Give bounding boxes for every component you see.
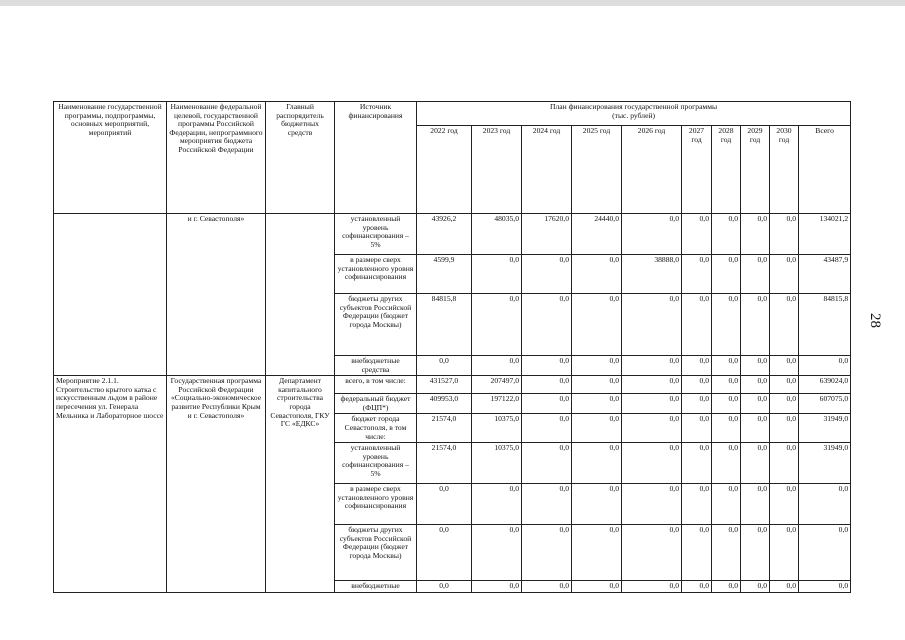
amount-cell: 0,0 <box>682 484 712 525</box>
amount-cell: 10375,0 <box>472 443 522 484</box>
amount-cell: 0,0 <box>712 356 741 376</box>
amount-cell: 0,0 <box>799 356 851 376</box>
amount-cell: 0,0 <box>622 443 682 484</box>
amount-cell: 0,0 <box>799 581 851 593</box>
amount-cell: 0,0 <box>572 414 622 443</box>
amount-cell: 0,0 <box>622 484 682 525</box>
amount-cell: 4599,9 <box>417 255 472 294</box>
block-2 <box>54 376 851 593</box>
amount-cell: 24440,0 <box>572 214 622 255</box>
amount-cell: 0,0 <box>770 484 799 525</box>
funding-source: всего, в том числе: <box>335 376 417 394</box>
amount-cell: 0,0 <box>572 376 622 394</box>
amount-cell: 0,0 <box>682 356 712 376</box>
amount-cell: 0,0 <box>682 214 712 255</box>
budget-manager: Департамент капитального строительства города Севастополя, ГКУ ГС «ЕДКС» <box>266 376 335 593</box>
year-header: 2028 год <box>712 126 741 214</box>
amount-cell: 31949,0 <box>799 443 851 484</box>
year-header: 2027 год <box>682 126 712 214</box>
amount-cell: 0,0 <box>522 414 572 443</box>
amount-cell: 0,0 <box>682 294 712 356</box>
funding-source: внебюджетные средства <box>335 356 417 376</box>
amount-cell: 0,0 <box>712 255 741 294</box>
funding-source: бюджеты других субъектов Российской Федерации (бюджет города Москвы) <box>335 525 417 581</box>
amount-cell: 0,0 <box>622 294 682 356</box>
amount-cell: 0,0 <box>572 443 622 484</box>
amount-cell: 84815,8 <box>417 294 472 356</box>
amount-cell: 0,0 <box>682 255 712 294</box>
funding-source: бюджет города Севастополя, в том числе: <box>335 414 417 443</box>
amount-cell: 0,0 <box>799 525 851 581</box>
year-header: 2029 год <box>741 126 770 214</box>
amount-cell: 639024,0 <box>799 376 851 394</box>
amount-cell: 0,0 <box>741 376 770 394</box>
year-header: 2030 год <box>770 126 799 214</box>
table-row <box>54 214 851 255</box>
amount-cell: 0,0 <box>741 394 770 414</box>
amount-cell: 21574,0 <box>417 414 472 443</box>
amount-cell: 0,0 <box>799 484 851 525</box>
amount-cell: 31949,0 <box>799 414 851 443</box>
amount-cell: 84815,8 <box>799 294 851 356</box>
funding-source: в размере сверх установленного уровня софинансирования <box>335 484 417 525</box>
year-header: 2024 год <box>522 126 572 214</box>
funding-source: бюджеты других субъектов Российской Федерации (бюджет города Москвы) <box>335 294 417 356</box>
header-source: Источник финансирования <box>335 102 417 214</box>
amount-cell: 0,0 <box>417 484 472 525</box>
amount-cell: 0,0 <box>622 214 682 255</box>
amount-cell: 0,0 <box>622 525 682 581</box>
funding-source: внебюджетные <box>335 581 417 593</box>
year-header: Всего <box>799 126 851 214</box>
year-header: 2026 год <box>622 126 682 214</box>
page-number: 28 <box>867 313 883 328</box>
funding-source: установленный уровень софинансирования – 5% <box>335 443 417 484</box>
year-header: 2022 год <box>417 126 472 214</box>
amount-cell: 0,0 <box>622 414 682 443</box>
amount-cell: 0,0 <box>472 255 522 294</box>
federal-program: и г. Севастополя» <box>167 214 266 376</box>
amount-cell: 431527,0 <box>417 376 472 394</box>
amount-cell: 10375,0 <box>472 414 522 443</box>
amount-cell: 0,0 <box>622 394 682 414</box>
amount-cell: 0,0 <box>417 356 472 376</box>
amount-cell: 0,0 <box>770 443 799 484</box>
amount-cell: 0,0 <box>770 214 799 255</box>
amount-cell: 0,0 <box>712 525 741 581</box>
header-federal-program: Наименование федеральной целевой, государственной программы Российской Федерации, непрограммного мероприятия бюджета Российской Федерации <box>167 102 266 214</box>
header-plan <box>417 102 851 126</box>
amount-cell: 207497,0 <box>472 376 522 394</box>
amount-cell: 0,0 <box>522 255 572 294</box>
amount-cell: 0,0 <box>522 356 572 376</box>
amount-cell: 0,0 <box>622 581 682 593</box>
amount-cell: 0,0 <box>741 484 770 525</box>
amount-cell: 48035,0 <box>472 214 522 255</box>
amount-cell: 0,0 <box>741 255 770 294</box>
amount-cell: 0,0 <box>472 484 522 525</box>
amount-cell: 38888,0 <box>622 255 682 294</box>
funding-source: установленный уровень софинансирования – 5% <box>335 214 417 255</box>
amount-cell: 0,0 <box>622 356 682 376</box>
amount-cell: 21574,0 <box>417 443 472 484</box>
amount-cell: 0,0 <box>770 255 799 294</box>
header-plan-title: План финансирования государственной программы <box>549 102 718 111</box>
amount-cell: 43487,9 <box>799 255 851 294</box>
amount-cell: 607075,0 <box>799 394 851 414</box>
amount-cell: 0,0 <box>622 376 682 394</box>
amount-cell: 197122,0 <box>472 394 522 414</box>
year-header: 2023 год <box>472 126 522 214</box>
amount-cell: 0,0 <box>572 525 622 581</box>
amount-cell: 0,0 <box>741 443 770 484</box>
amount-cell: 0,0 <box>770 394 799 414</box>
amount-cell: 0,0 <box>417 581 472 593</box>
amount-cell: 409953,0 <box>417 394 472 414</box>
amount-cell: 0,0 <box>522 443 572 484</box>
table-row <box>54 376 851 394</box>
amount-cell: 43926,2 <box>417 214 472 255</box>
block-1 <box>54 214 851 376</box>
amount-cell: 0,0 <box>770 525 799 581</box>
funding-source: в размере сверх установленного уровня софинансирования <box>335 255 417 294</box>
amount-cell: 0,0 <box>572 356 622 376</box>
amount-cell: 0,0 <box>522 525 572 581</box>
amount-cell: 0,0 <box>522 581 572 593</box>
federal-program: Государственная программа Российской Федерации «Социально-экономическое развитие Республики Крым и г. Севастополя» <box>167 376 266 593</box>
amount-cell: 134021,2 <box>799 214 851 255</box>
amount-cell: 0,0 <box>712 394 741 414</box>
amount-cell: 0,0 <box>712 443 741 484</box>
funding-source: федеральный бюджет (ФЦП*) <box>335 394 417 414</box>
amount-cell: 0,0 <box>572 484 622 525</box>
amount-cell: 0,0 <box>472 581 522 593</box>
amount-cell: 0,0 <box>572 581 622 593</box>
amount-cell: 0,0 <box>741 294 770 356</box>
header-row <box>54 102 851 126</box>
header-plan-units: (тыс. рублей) <box>612 110 656 120</box>
amount-cell: 0,0 <box>741 214 770 255</box>
amount-cell: 0,0 <box>522 484 572 525</box>
amount-cell: 0,0 <box>770 581 799 593</box>
amount-cell: 0,0 <box>682 414 712 443</box>
budget-manager <box>266 214 335 376</box>
amount-cell: 0,0 <box>712 376 741 394</box>
amount-cell: 0,0 <box>741 525 770 581</box>
amount-cell: 0,0 <box>572 255 622 294</box>
amount-cell: 0,0 <box>741 581 770 593</box>
amount-cell: 0,0 <box>682 394 712 414</box>
year-header: 2025 год <box>572 126 622 214</box>
amount-cell: 0,0 <box>472 525 522 581</box>
amount-cell: 0,0 <box>712 484 741 525</box>
amount-cell: 0,0 <box>741 356 770 376</box>
amount-cell: 0,0 <box>712 214 741 255</box>
amount-cell: 0,0 <box>522 294 572 356</box>
amount-cell: 0,0 <box>770 356 799 376</box>
amount-cell: 0,0 <box>682 581 712 593</box>
amount-cell: 0,0 <box>572 294 622 356</box>
amount-cell: 17620,0 <box>522 214 572 255</box>
amount-cell: 0,0 <box>682 376 712 394</box>
amount-cell: 0,0 <box>712 414 741 443</box>
amount-cell: 0,0 <box>712 581 741 593</box>
measure-name: Мероприятие 2.1.1. Строительство крытого катка с искусственным льдом в районе пересечения ул. Генерала Мельника и Лабораторное шоссе <box>54 376 167 593</box>
amount-cell: 0,0 <box>770 294 799 356</box>
amount-cell: 0,0 <box>472 294 522 356</box>
amount-cell: 0,0 <box>522 376 572 394</box>
amount-cell: 0,0 <box>770 414 799 443</box>
financing-table <box>53 101 851 593</box>
amount-cell: 0,0 <box>741 414 770 443</box>
amount-cell: 0,0 <box>417 525 472 581</box>
scan-top-edge <box>0 0 905 6</box>
header-manager: Главный распорядитель бюджетных средств <box>266 102 335 214</box>
amount-cell: 0,0 <box>472 356 522 376</box>
amount-cell: 0,0 <box>682 525 712 581</box>
measure-name <box>54 214 167 376</box>
amount-cell: 0,0 <box>522 394 572 414</box>
amount-cell: 0,0 <box>770 376 799 394</box>
header-name: Наименование государственной программы, подпрограммы, основных мероприятий, мероприятий <box>54 102 167 214</box>
amount-cell: 0,0 <box>682 443 712 484</box>
amount-cell: 0,0 <box>712 294 741 356</box>
amount-cell: 0,0 <box>572 394 622 414</box>
